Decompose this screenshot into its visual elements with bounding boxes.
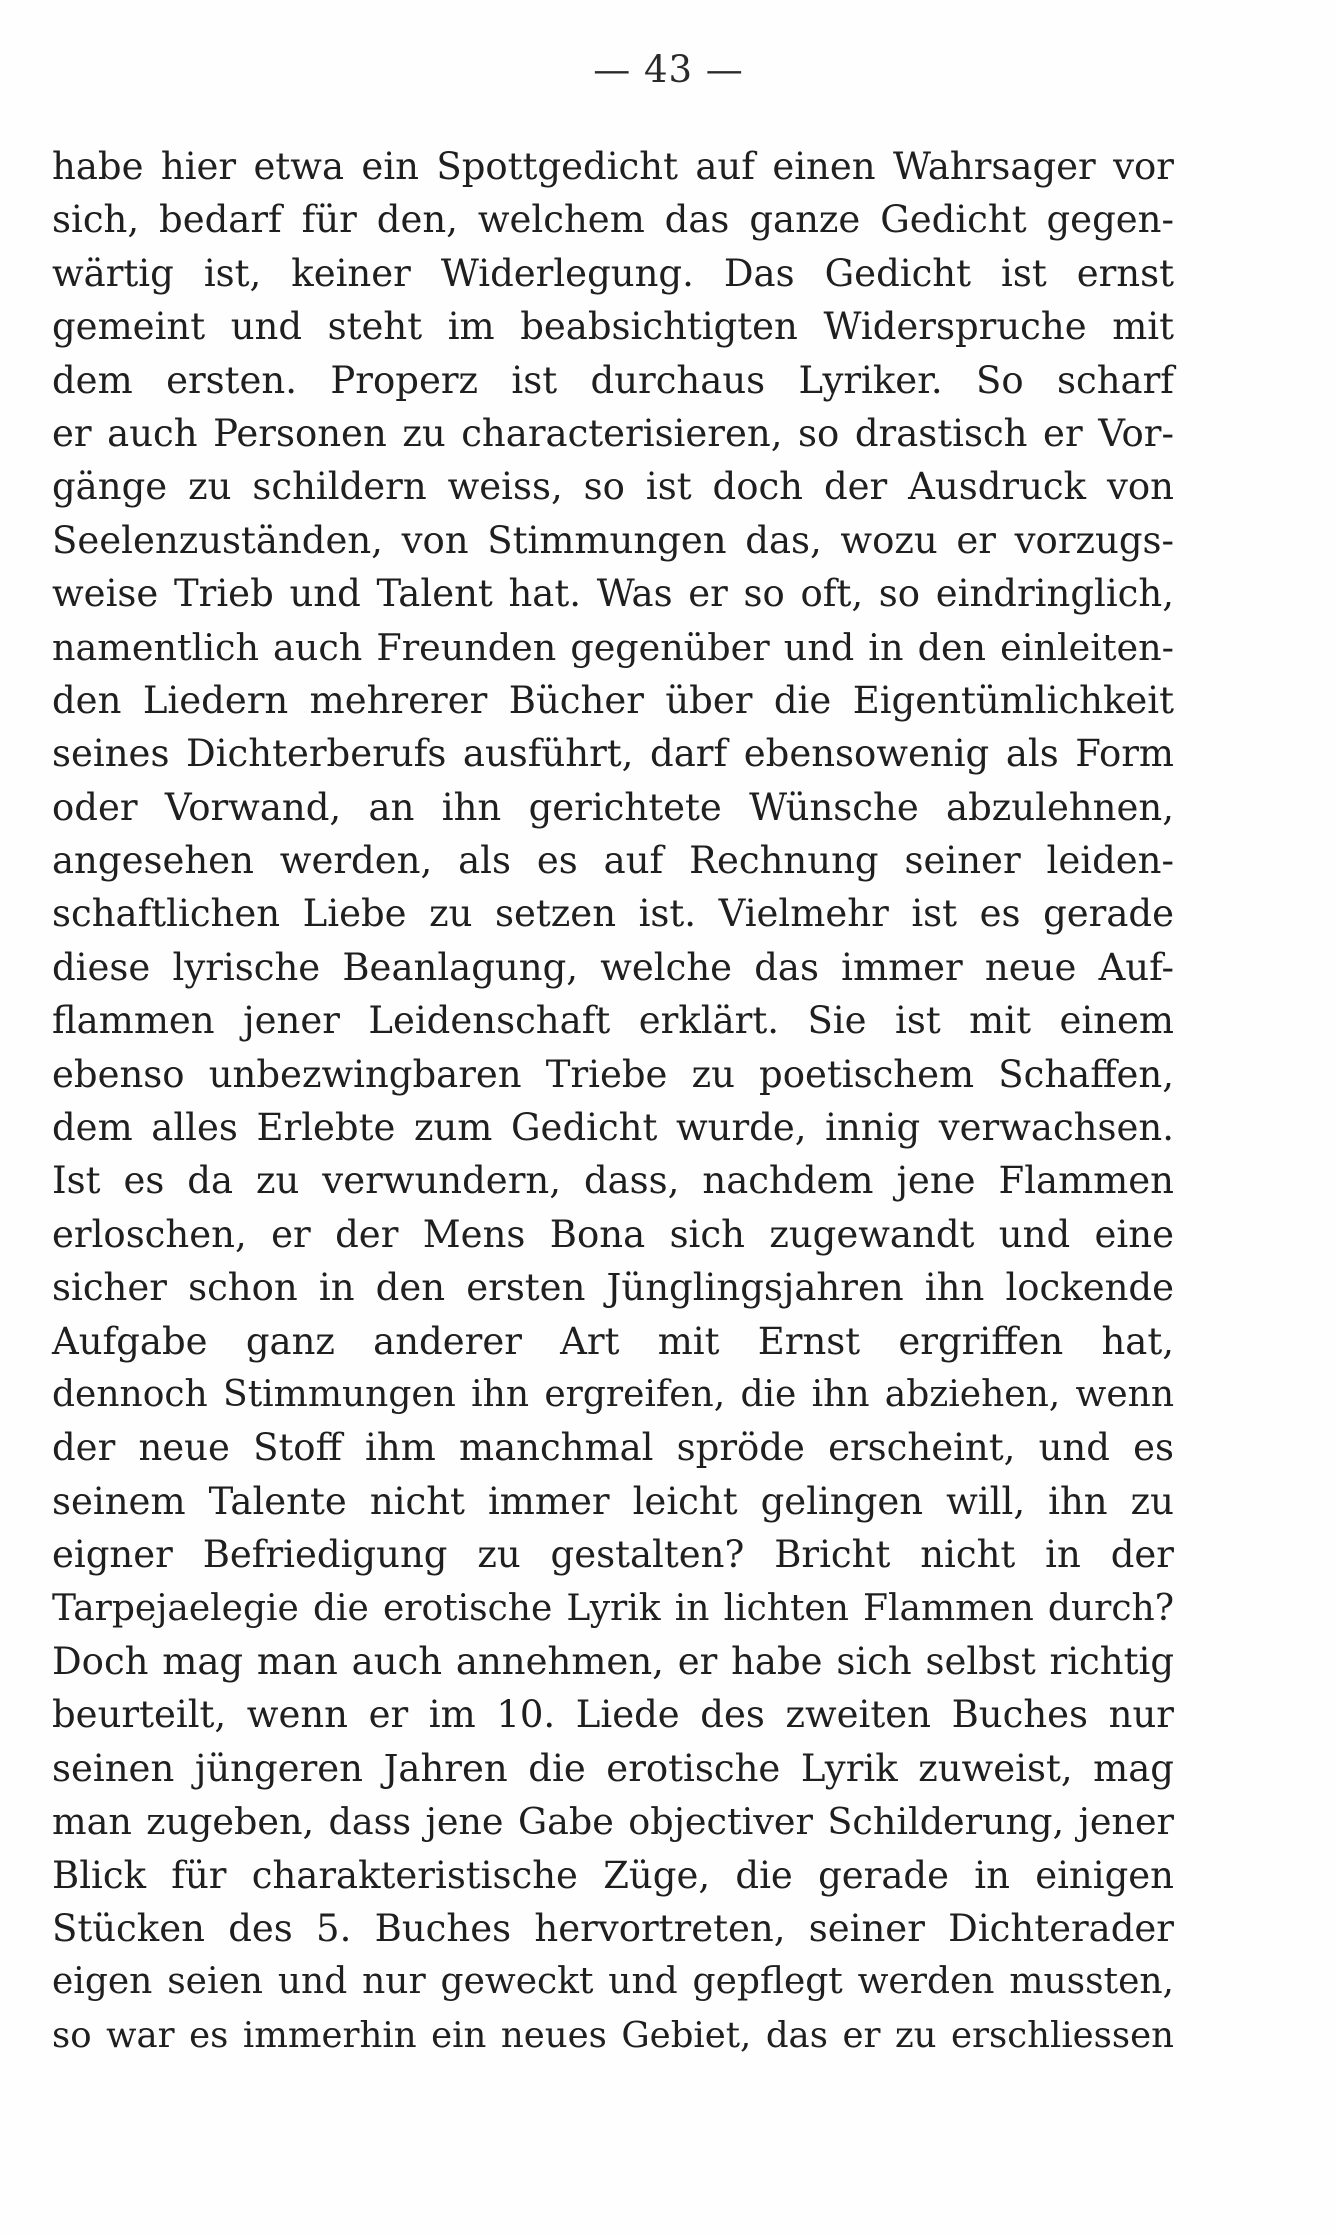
text-line: er auch Personen zu characterisieren, so drastisch er Vor- bbox=[52, 411, 1174, 455]
page-number: — 43 — bbox=[593, 48, 744, 91]
text-line: schaftlichen Liebe zu setzen ist. Vielmehr ist es gerade bbox=[52, 892, 1174, 936]
text-line: der neue Stoff ihm manchmal spröde erscheint, und es bbox=[52, 1426, 1174, 1470]
text-line: dem alles Erlebte zum Gedicht wurde, innig verwachsen. bbox=[52, 1106, 1174, 1150]
text-line: so war es immerhin ein neues Gebiet, das er zu erschliessen bbox=[52, 2014, 1174, 2056]
text-line: namentlich auch Freunden gegenüber und in den einleiten- bbox=[52, 625, 1174, 669]
text-line: wärtig ist, keiner Widerlegung. Das Gedicht ist ernst bbox=[52, 251, 1174, 295]
text-line: dennoch Stimmungen ihn ergreifen, die ihn abziehen, wenn bbox=[52, 1373, 1174, 1415]
text-line: den Liedern mehrerer Bücher über die Eigentümlichkeit bbox=[52, 678, 1174, 722]
text-line: seinem Talente nicht immer leicht gelingen will, ihn zu bbox=[52, 1479, 1174, 1523]
text-line: Tarpejaelegie die erotische Lyrik in lichten Flammen durch? bbox=[52, 1587, 1174, 1629]
text-line: weise Trieb und Talent hat. Was er so oft, so eindringlich, bbox=[52, 572, 1174, 616]
body-text bbox=[52, 140, 1174, 2062]
text-line: erloschen, er der Mens Bona sich zugewandt und eine bbox=[52, 1212, 1174, 1256]
text-line: flammen jener Leidenschaft erklärt. Sie ist mit einem bbox=[52, 999, 1174, 1043]
text-line: Aufgabe ganz anderer Art mit Ernst ergriffen hat, bbox=[52, 1319, 1174, 1363]
text-line: Seelenzuständen, von Stimmungen das, wozu er vorzugs- bbox=[52, 518, 1174, 562]
text-line: angesehen werden, als es auf Rechnung seiner leiden- bbox=[52, 839, 1174, 883]
text-line: diese lyrische Beanlagung, welche das immer neue Auf- bbox=[52, 945, 1174, 989]
text-line: beurteilt, wenn er im 10. Liede des zweiten Buches nur bbox=[52, 1693, 1174, 1737]
text-line: Ist es da zu verwundern, dass, nachdem jene Flammen bbox=[52, 1159, 1174, 1203]
text-line: eigner Befriedigung zu gestalten? Bricht nicht in der bbox=[52, 1533, 1174, 1577]
text-line: seinen jüngeren Jahren die erotische Lyrik zuweist, mag bbox=[52, 1746, 1174, 1790]
text-line: gemeint und steht im beabsichtigten Widerspruche mit bbox=[52, 305, 1174, 349]
text-line: Stücken des 5. Buches hervortreten, seiner Dichterader bbox=[52, 1906, 1174, 1950]
text-line: sich, bedarf für den, welchem das ganze Gedicht gegen- bbox=[52, 198, 1174, 242]
text-line: Doch mag man auch annehmen, er habe sich selbst richtig bbox=[52, 1639, 1174, 1683]
text-line: man zugeben, dass jene Gabe objectiver Schilderung, jener bbox=[52, 1800, 1174, 1844]
text-line: oder Vorwand, an ihn gerichtete Wünsche abzulehnen, bbox=[52, 785, 1174, 829]
text-line: sicher schon in den ersten Jünglingsjahren ihn lockende bbox=[52, 1266, 1174, 1310]
text-line: habe hier etwa ein Spottgedicht auf einen Wahrsager vor bbox=[52, 145, 1174, 188]
text-line: Blick für charakteristische Züge, die gerade in einigen bbox=[52, 1853, 1174, 1897]
text-line: eigen seien und nur geweckt und gepflegt werden mussten, bbox=[52, 1961, 1174, 2003]
text-line: seines Dichterberufs ausführt, darf ebensowenig als Form bbox=[52, 732, 1174, 776]
text-line: ebenso unbezwingbaren Triebe zu poetischem Schaffen, bbox=[52, 1052, 1174, 1096]
text-line: gänge zu schildern weiss, so ist doch der Ausdruck von bbox=[52, 465, 1174, 509]
text-line: dem ersten. Properz ist durchaus Lyriker. So scharf bbox=[52, 358, 1174, 402]
